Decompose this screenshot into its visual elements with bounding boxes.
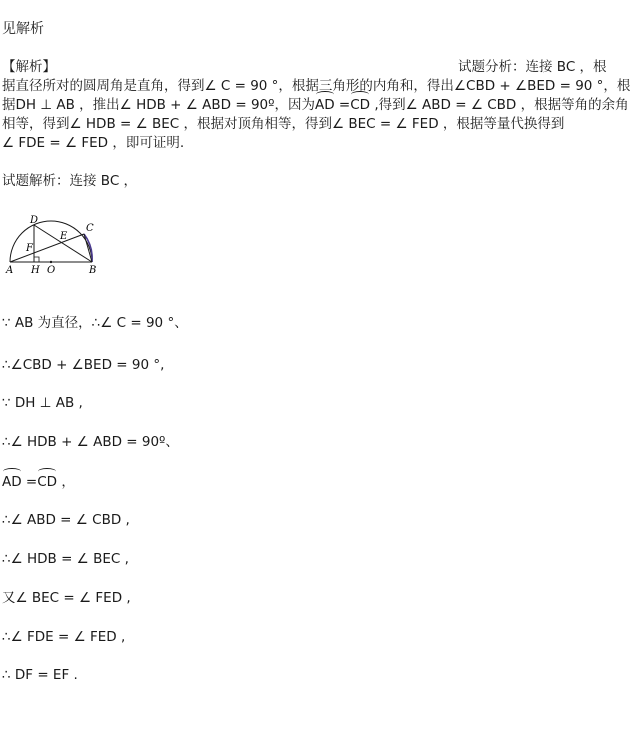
step-7: ∴∠ HDB = ∠ BEC ,: [2, 551, 129, 567]
arc-ad: [2, 473, 22, 491]
analysis-line-3-a: 据DH ⊥ AB ，推出∠ HDB + ∠ ABD = 90º，因为: [2, 97, 315, 113]
step-8: 又∠ BEC = ∠ FED ,: [2, 590, 131, 606]
point-label-a: A: [6, 265, 14, 276]
arc-mark-icon: [38, 468, 56, 475]
step-3: ∵ DH ⊥ AB ,: [2, 395, 83, 411]
step-6: ∴∠ ABD = ∠ CBD ,: [2, 512, 130, 528]
equals-sign: =: [334, 97, 351, 113]
step-5: [2, 473, 75, 491]
arc-cd: [37, 473, 57, 491]
semicircle-figure: [4, 212, 104, 278]
arc-ad-label: AD: [2, 474, 22, 490]
segment-ac: [10, 234, 84, 262]
arc-cd: [350, 96, 370, 114]
arc-ad: [315, 96, 335, 114]
semicircle-arc: [10, 221, 92, 262]
analysis-line-4: 相等，得到∠ HDB = ∠ BEC ，根据对顶角相等，得到∠ BEC = ∠ FED ，根据等量代换得到: [2, 116, 565, 132]
arc-ad-label: AD: [315, 97, 335, 113]
step-10: ∴ DF = EF .: [2, 667, 78, 683]
step-4: ∴∠ HDB + ∠ ABD = 90º、: [2, 434, 179, 450]
arc-cd-label: CD: [37, 474, 58, 490]
answer-hint: 见解析: [2, 21, 44, 37]
arc-mark-icon: [316, 91, 334, 98]
equals-sign: =: [21, 474, 38, 490]
analysis-label: 【解析】: [2, 59, 56, 75]
point-label-o: O: [47, 265, 56, 276]
analysis-line-3: [2, 96, 629, 114]
point-label-d: D: [30, 215, 39, 226]
step-1: ∵ AB 为直径，∴∠ C = 90 °、: [2, 315, 188, 331]
arc-cd-label: CD: [350, 97, 371, 113]
solution-intro: 试题解析：连接 BC ，: [2, 173, 138, 189]
point-label-b: B: [89, 265, 97, 276]
step-5-end: ，: [57, 474, 75, 490]
right-angle-mark: [34, 257, 39, 262]
point-label-c: C: [86, 223, 94, 234]
step-9: ∴∠ FDE = ∠ FED ,: [2, 629, 126, 645]
point-label-h: H: [31, 265, 40, 276]
step-2: ∴∠CBD + ∠BED = 90 °,: [2, 357, 165, 373]
analysis-line-2: 据直径所对的圆周角是直角，得到∠ C = 90 °，根据三角形的内角和，得出∠CBD + ∠BED = 90 °，根: [2, 78, 630, 94]
analysis-line-5: ∠ FDE = ∠ FED ，即可证明.: [2, 135, 185, 151]
analysis-intro: 试题分析：连接 BC ，根: [458, 59, 607, 75]
arc-mark-icon: [3, 468, 21, 475]
analysis-line-3-b: ,得到∠ ABD = ∠ CBD ，根据等角的余角: [370, 97, 629, 113]
arc-mark-icon: [351, 91, 369, 98]
point-label-f: F: [26, 243, 33, 254]
point-label-e: E: [60, 231, 68, 242]
center-point: [50, 261, 52, 263]
